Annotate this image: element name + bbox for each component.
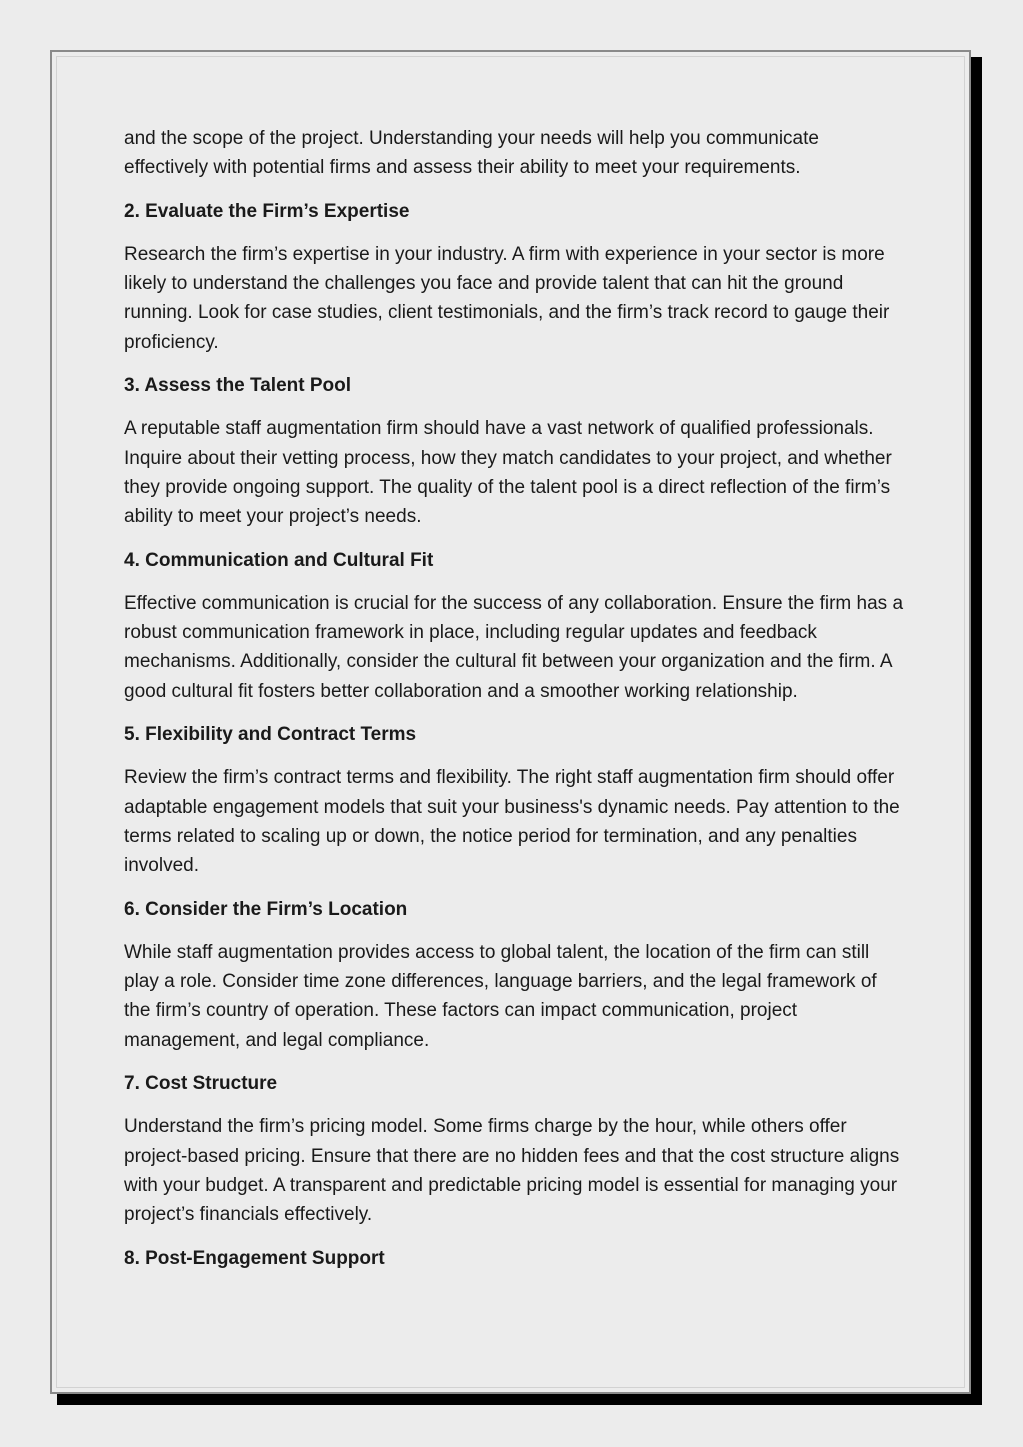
section-heading-expertise: 2. Evaluate the Firm’s Expertise: [124, 200, 410, 222]
section-body-talent-pool: A reputable staff augmentation firm should have a vast network of qualified professionals. Inquire about their vetting process, how they match candidates to your project, and whether they provide ongoing support. The quality of the talent pool is a direct reflection of the firm’s ability to meet your project’s needs.: [124, 418, 892, 528]
section-body-flexibility: Review the firm’s contract terms and flexibility. The right staff augmentation firm should offer adaptable engagement models that suit your business's dynamic needs. Pay attention to the terms related to scaling up or down, the notice period for termination, and any penalties involved.: [124, 767, 900, 877]
section-heading-cost: 7. Cost Structure: [124, 1073, 278, 1095]
document-content: [124, 124, 904, 1287]
section-heading-flexibility: 5. Flexibility and Contract Terms: [124, 724, 417, 746]
section-body-location: While staff augmentation provides access to global talent, the location of the firm can still play a role. Consider time zone differences, language barriers, and the legal framework of the firm’s country of operation. These factors can impact communication, project management, and legal compliance.: [124, 941, 877, 1051]
section-body-communication: Effective communication is crucial for the success of any collaboration. Ensure the firm has a robust communication framework in place, including regular updates and feedback mechanisms. Additionally, consider the cultural fit between your organization and the firm. A good cultural fit fosters better collaboration and a smoother working relationship.: [124, 592, 904, 702]
section-heading-post-engagement: 8. Post-Engagement Support: [124, 1247, 385, 1269]
section-heading-talent-pool: 3. Assess the Talent Pool: [124, 375, 352, 397]
intro-paragraph: and the scope of the project. Understanding your needs will help you communicate effectively with potential firms and assess their ability to meet your requirements.: [124, 128, 819, 179]
section-heading-location: 6. Consider the Firm’s Location: [124, 898, 408, 920]
section-body-cost: Understand the firm’s pricing model. Some firms charge by the hour, while others offer project-based pricing. Ensure that there are no hidden fees and that the cost structure aligns with your budget. A transparent and predictable pricing model is essential for managing your project’s financials effectively.: [124, 1116, 900, 1226]
section-body-expertise: Research the firm’s expertise in your industry. A firm with experience in your sector is more likely to understand the challenges you face and provide talent that can hit the ground running. Look for case studies, client testimonials, and the firm’s track record to gauge their proficiency.: [124, 243, 890, 353]
section-heading-communication: 4. Communication and Cultural Fit: [124, 549, 434, 571]
